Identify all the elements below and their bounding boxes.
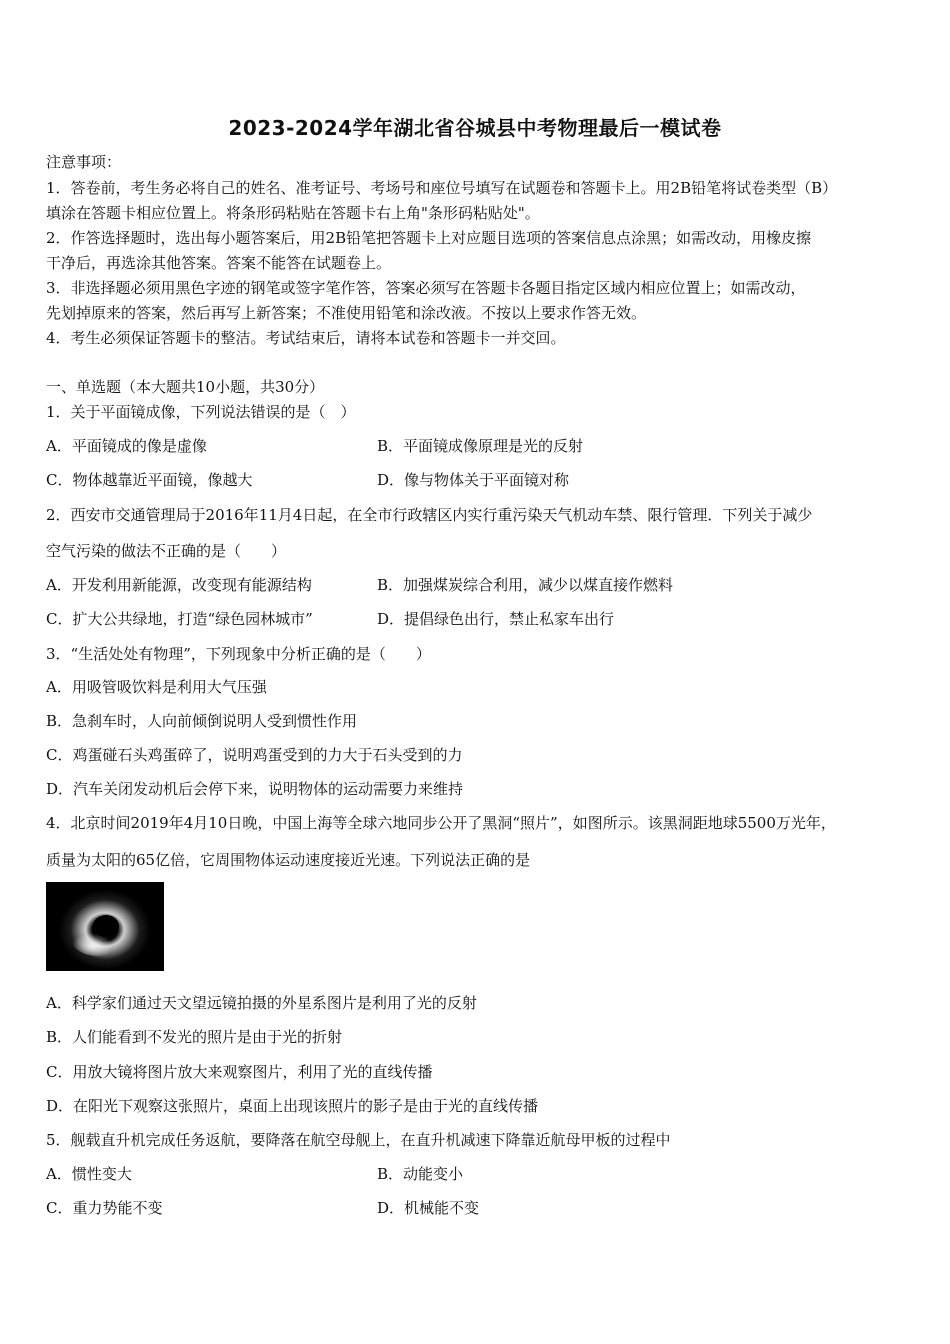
notice-line: 干净后，再选涂其他答案。答案不能答在试题卷上。 [46, 254, 392, 272]
q1-option-c: C．物体越靠近平面镜，像越大 [46, 471, 253, 489]
q2-option-a: A．开发利用新能源，改变现有能源结构 [46, 576, 312, 594]
question-3-stem: 3．“生活处处有物理”，下列现象中分析正确的是（ ） [46, 645, 431, 663]
question-2-stem-line2: 空气污染的做法不正确的是（ ） [46, 542, 287, 560]
q4-option-c: C．用放大镜将图片放大来观察图片，利用了光的直线传播 [46, 1063, 433, 1081]
q2-option-b: B．加强煤炭综合利用，减少以煤直接作燃料 [377, 576, 674, 594]
q3-option-a: A．用吸管吸饮料是利用大气压强 [46, 678, 267, 696]
q3-option-b: B．急刹车时，人向前倾倒说明人受到惯性作用 [46, 712, 358, 730]
q2-option-d: D．提倡绿色出行，禁止私家车出行 [377, 610, 615, 628]
q5-option-b: B．动能变小 [377, 1165, 464, 1183]
question-4-stem-line2: 质量为太阳的65亿倍，它周围物体运动速度接近光速。下列说法正确的是 [46, 851, 531, 869]
question-5-stem: 5．舰载直升机完成任务返航，要降落在航空母舰上，在直升机减速下降靠近航母甲板的过程中 [46, 1131, 671, 1149]
notice-heading: 注意事项： [46, 153, 122, 171]
q1-option-a: A．平面镜成的像是虚像 [46, 437, 207, 455]
q4-option-d: D．在阳光下观察这张照片，桌面上出现该照片的影子是由于光的直线传播 [46, 1097, 539, 1115]
q3-option-c: C．鸡蛋碰石头鸡蛋碎了，说明鸡蛋受到的力大于石头受到的力 [46, 746, 463, 764]
q2-option-c: C．扩大公共绿地，打造“绿色园林城市” [46, 610, 313, 628]
notice-line: 2．作答选择题时，选出每小题答案后，用2B铅笔把答题卡上对应题目选项的答案信息点涂黑；如需改动，用橡皮擦 [46, 229, 812, 247]
q5-option-a: A．惯性变大 [46, 1165, 132, 1183]
black-hole-figure [46, 882, 164, 971]
q4-option-a: A．科学家们通过天文望远镜拍摄的外星系图片是利用了光的反射 [46, 994, 477, 1012]
q4-option-b: B．人们能看到不发光的照片是由于光的折射 [46, 1028, 343, 1046]
q1-option-b: B．平面镜成像原理是光的反射 [377, 437, 584, 455]
question-2-stem-line1: 2．西安市交通管理局于2016年11月4日起，在全市行政辖区内实行重污染天气机动车禁、限行管理．下列关于减少 [46, 506, 813, 524]
black-hole-image [46, 882, 164, 971]
notice-line: 填涂在答题卡相应位置上。将条形码粘贴在答题卡右上角"条形码粘贴处"。 [46, 204, 540, 222]
page-title: 2023-2024学年湖北省谷城县中考物理最后一模试卷 [228, 116, 722, 140]
q1-option-d: D．像与物体关于平面镜对称 [377, 471, 570, 489]
q3-option-d: D．汽车关闭发动机后会停下来，说明物体的运动需要力来维持 [46, 780, 464, 798]
section-heading: 一、单选题（本大题共10小题，共30分） [46, 378, 325, 396]
q5-option-c: C．重力势能不变 [46, 1199, 163, 1217]
notice-line: 4．考生必须保证答题卡的整洁。考试结束后，请将本试卷和答题卡一并交回。 [46, 329, 566, 347]
notice-line: 3．非选择题必须用黑色字迹的钢笔或签字笔作答，答案必须写在答题卡各题目指定区域内相应位置上；如需改动， [46, 279, 806, 297]
notice-line: 先划掉原来的答案，然后再写上新答案；不准使用铅笔和涂改液。不按以上要求作答无效。 [46, 304, 647, 322]
question-4-stem-line1: 4．北京时间2019年4月10日晚，中国上海等全球六地同步公开了黑洞“照片”，如图所示。该黑洞距地球5500万光年， [46, 814, 836, 832]
question-1-stem: 1．关于平面镜成像，下列说法错误的是（ ） [46, 403, 356, 421]
q5-option-d: D．机械能不变 [377, 1199, 480, 1217]
notice-line: 1．答卷前，考生务必将自己的姓名、准考证号、考场号和座位号填写在试题卷和答题卡上。用2B铅笔将试卷类型（B） [46, 179, 838, 197]
